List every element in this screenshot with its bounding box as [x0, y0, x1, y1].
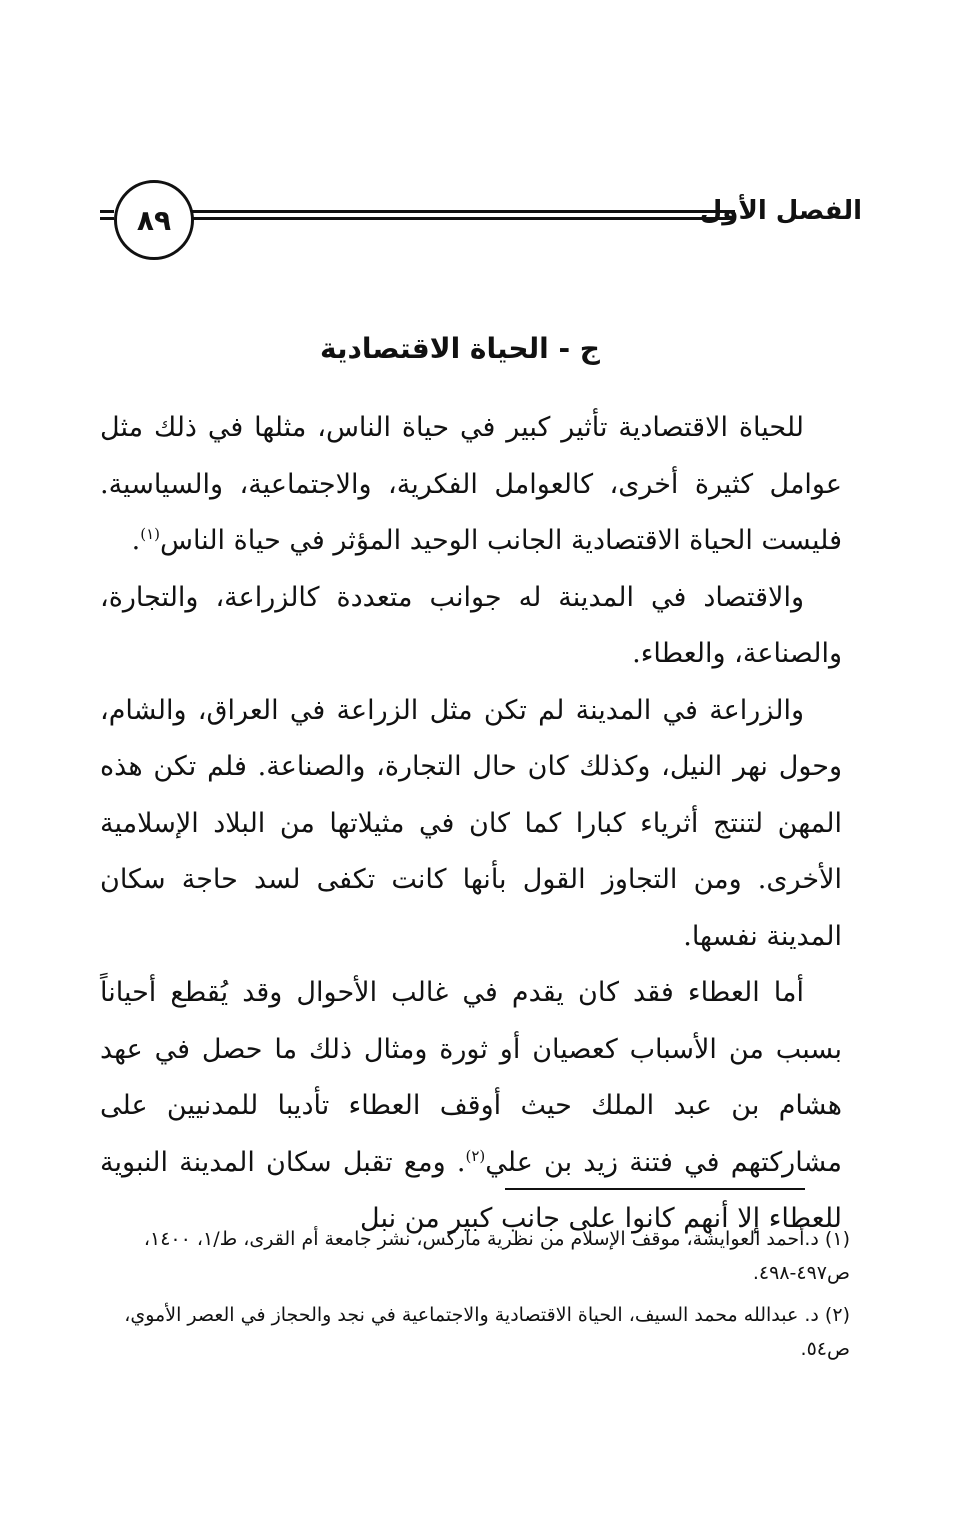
paragraph-text: أما العطاء فقد كان يقدم في غالب الأحوال وقد يُقطع أحياناً بسبب من الأسباب كعصيان أو ثورة ومثال ذلك ما حصل في عهد هشام بن عبد الملك حيث أوقف العطاء تأديبا للمدنيين على مشاركتهم في فتنة زيد بن علي	[100, 977, 842, 1178]
page-number-badge	[114, 180, 194, 260]
footnote-1: (١) د.أحمد العوايشة، موقف الإسلام من نظرية ماركس، نشر جامعة أم القرى، ط/١، ١٤٠٠، ص٤٩٧-٤٩٨.	[143, 1228, 850, 1284]
footnote-ref-2: (٢)	[465, 1146, 486, 1165]
footnote-separator	[505, 1188, 805, 1190]
header-double-rule	[192, 210, 735, 220]
chapter-title: الفصل الأول	[699, 196, 862, 226]
body-text	[100, 400, 842, 1248]
paragraph-text: والزراعة في المدينة لم تكن مثل الزراعة في العراق، والشام، وحول نهر النيل، وكذلك كان حال التجارة، والصناعة. فلم تكن هذه المهن لتنتج أثرياء كبارا كما كان في مثيلاتها من البلاد الإسلامية الأخرى. ومن التجاوز القول بأنها كانت تكفى لسد حاجة سكان المدينة نفسها.	[100, 694, 842, 952]
page-header	[100, 180, 870, 260]
footnotes	[100, 1222, 850, 1374]
paragraph-text-end: .	[131, 525, 141, 556]
paragraph-text: للحياة الاقتصادية تأثير كبير في حياة الناس، مثلها في ذلك مثل عوامل كثيرة أخرى، كالعوامل الفكرية، والاجتماعية، والسياسية. فليست الحياة الاقتصادية الجانب الوحيد المؤثر في حياة الناس	[100, 412, 842, 556]
footnote-ref-1: (١)	[140, 525, 160, 543]
paragraph-1	[100, 400, 842, 570]
paragraph-3	[100, 683, 842, 966]
paragraph-2	[100, 570, 842, 683]
footnote-2: (٢) د. عبدالله محمد السيف، الحياة الاقتصادية والاجتماعية في نجد والحجاز في العصر الأموي، ص٥٤.	[124, 1304, 850, 1360]
header-double-rule-left	[100, 210, 114, 220]
page-number: ٨٩	[136, 203, 172, 237]
paragraph-text: والاقتصاد في المدينة له جوانب متعددة كالزراعة، والتجارة، والصناعة، والعطاء.	[100, 581, 842, 669]
paragraph-text-end: . ومع تقبل سكان المدينة النبوية للعطاء إلا أنهم كانوا على جانب كبير من نبل	[100, 1146, 842, 1234]
paragraph-4	[100, 965, 842, 1248]
section-title: ج - الحياة الاقتصادية	[320, 332, 600, 365]
